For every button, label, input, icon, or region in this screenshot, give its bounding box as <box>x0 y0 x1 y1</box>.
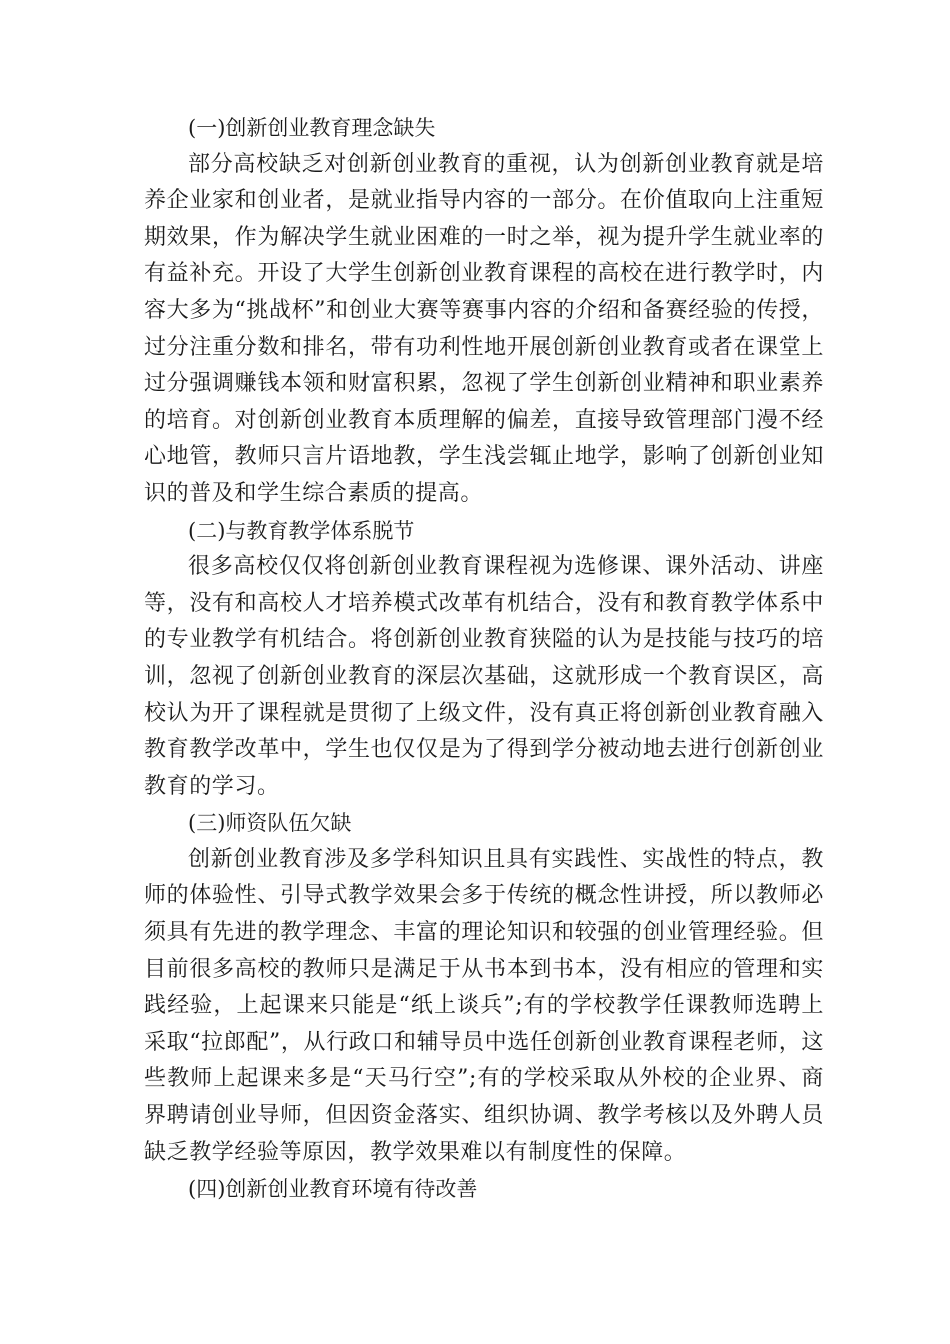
section-paragraph-3: 创新创业教育涉及多学科知识且具有实践性、实战性的特点，教师的体验性、引导式教学效果会多于传统的概念性讲授，所以教师必须具有先进的教学理念、丰富的理论知识和较强的创业管理经验。但目前很多高校的教师只是满足于从书本到书本，没有相应的管理和实践经验，上起课来只能是“纸上谈兵”;有的学校教学任课教师选聘上采取“拉郎配”，从行政口和辅导员中选任创新创业教育课程老师，这些教师上起课来多是“天马行空”;有的学校采取从外校的企业界、商界聘请创业导师，但因资金落实、组织协调、教学考核以及外聘人员缺乏教学经验等原因，教学效果难以有制度性的保障。 <box>144 846 824 1165</box>
section-heading-4: (四)创新创业教育环境有待改善 <box>188 1177 478 1202</box>
section-paragraph-1: 部分高校缺乏对创新创业教育的重视，认为创新创业教育就是培养企业家和创业者，是就业指导内容的一部分。在价值取向上注重短期效果，作为解决学生就业困难的一时之举，视为提升学生就业率的有益补充。开设了大学生创新创业教育课程的高校在进行教学时，内容大多为“挑战杯”和创业大赛等赛事内容的介绍和备赛经验的传授，过分注重分数和排名，带有功利性地开展创新创业教育或者在课堂上过分强调赚钱本领和财富积累，忽视了学生创新创业精神和职业素养的培育。对创新创业教育本质理解的偏差，直接导致管理部门漫不经心地管，教师只言片语地教，学生浅尝辄止地学，影响了创新创业知识的普及和学生综合素质的提高。 <box>144 151 824 506</box>
section-paragraph-2: 很多高校仅仅将创新创业教育课程视为选修课、课外活动、讲座等，没有和高校人才培养模式改革有机结合，没有和教育教学体系中的专业教学有机结合。将创新创业教育狭隘的认为是技能与技巧的培训，忽视了创新创业教育的深层次基础，这就形成一个教育误区，高校认为开了课程就是贯彻了上级文件，没有真正将创新创业教育融入教育教学改革中，学生也仅仅是为了得到学分被动地去进行创新创业教育的学习。 <box>144 554 824 799</box>
section-heading-3: (三)师资队伍欠缺 <box>188 811 352 836</box>
section-heading-1: (一)创新创业教育理念缺失 <box>188 116 436 140</box>
document-body <box>144 110 824 1208</box>
section-heading-2: (二)与教育教学体系脱节 <box>188 518 415 543</box>
